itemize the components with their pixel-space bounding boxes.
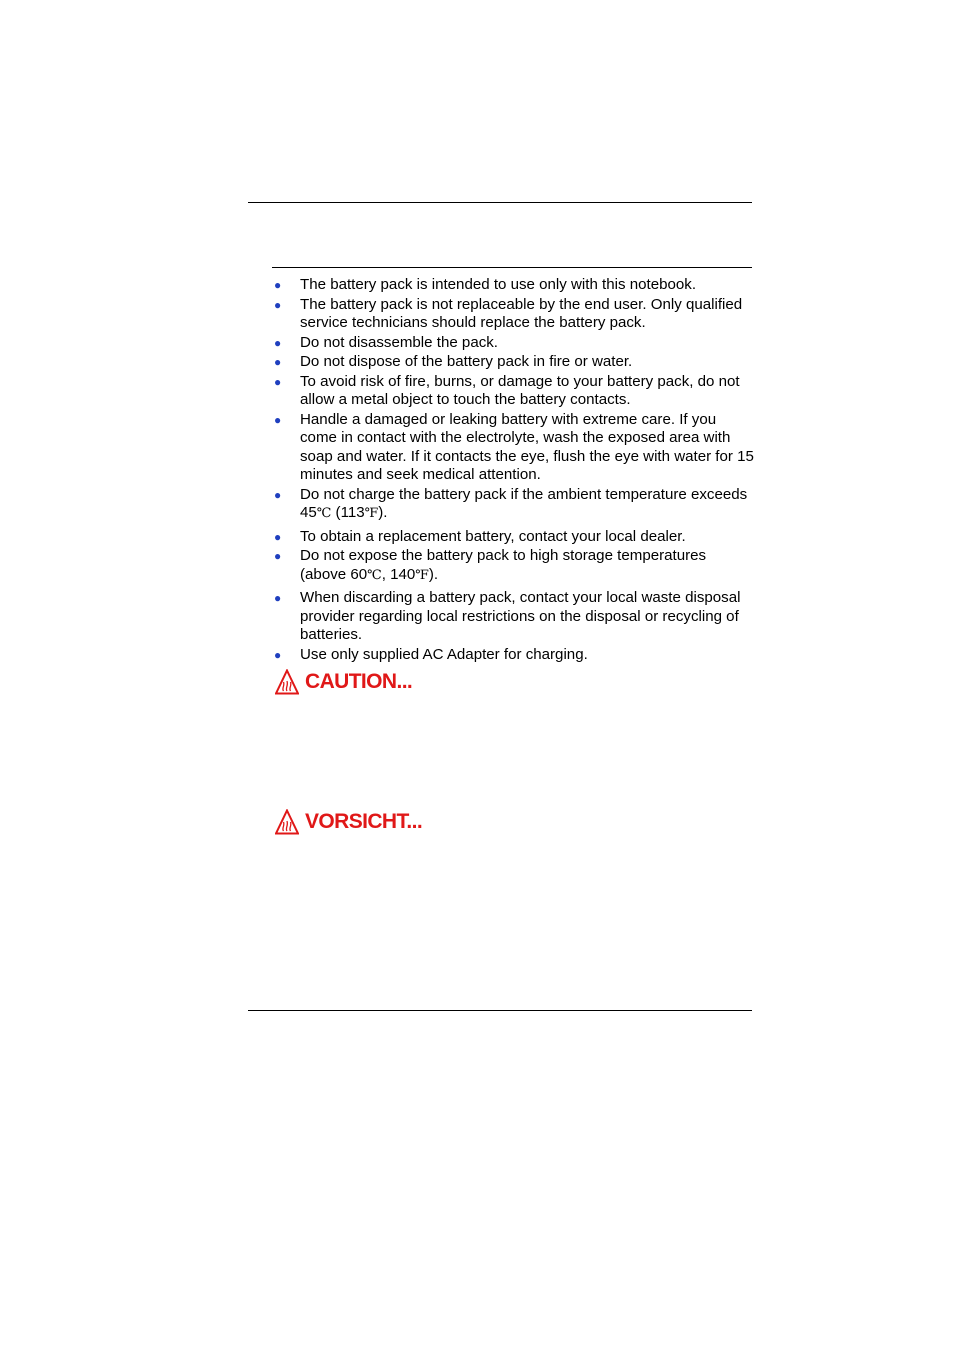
vorsicht-title: VORSICHT... xyxy=(305,810,423,833)
vorsicht-heading xyxy=(275,809,422,835)
list-item: ● Handle a damaged or leaking battery with extreme care. If you come in contact with the electrolyte, wash the exposed area with soap and water. If it contacts the eye, flush the eye with water for 15 minutes and seek medical attention. xyxy=(274,410,754,483)
fahrenheit-symbol: ℉ xyxy=(415,567,429,583)
bullet-icon: ● xyxy=(274,487,282,502)
list-item: ● Use only supplied AC Adapter for charging. xyxy=(274,645,588,663)
hot-surface-warning-icon xyxy=(275,809,299,835)
fahrenheit-symbol: ℉ xyxy=(364,506,379,521)
bullet-icon: ● xyxy=(274,355,282,369)
bullet-icon: ● xyxy=(274,591,282,605)
bullet-icon: ● xyxy=(274,412,282,427)
bullet-icon: ● xyxy=(274,549,282,563)
list-item: ● Do not expose the battery pack to high storage temperatures (above 60℃, 140℉). xyxy=(274,547,707,583)
hot-surface-warning-icon xyxy=(275,669,299,695)
bullet-icon: ● xyxy=(274,297,282,312)
list-item: ● To obtain a replacement battery, contact your local dealer. xyxy=(274,527,686,545)
section-divider xyxy=(272,267,752,268)
list-item: ● Do not dispose of the battery pack in fire or water. xyxy=(274,353,633,370)
caution-heading xyxy=(275,669,412,695)
list-item: ● To avoid risk of fire, burns, or damage to your battery pack, do not allow a metal object to touch the battery contacts. xyxy=(274,372,740,408)
bullet-icon: ● xyxy=(274,374,282,389)
celsius-symbol: ℃ xyxy=(367,567,382,583)
bullet-icon: ● xyxy=(274,529,282,544)
caution-title: CAUTION... xyxy=(305,670,413,693)
celsius-symbol: ℃ xyxy=(316,506,332,521)
list-item: ● The battery pack is intended to use only with this notebook. xyxy=(274,276,697,293)
bullet-icon: ● xyxy=(274,335,282,350)
list-item: ● Do not disassemble the pack. xyxy=(274,333,499,351)
bullet-icon: ● xyxy=(274,647,282,662)
battery-safety-list xyxy=(270,276,754,665)
list-item: ● The battery pack is not replaceable by the end user. Only qualified service technicians should replace the battery pack. xyxy=(274,295,743,331)
bottom-divider xyxy=(248,1010,752,1011)
list-item: ● Do not charge the battery pack if the ambient temperature exceeds 45℃ (113℉). xyxy=(274,485,748,521)
list-item: ● When discarding a battery pack, contact your local waste disposal provider regarding local restrictions on the disposal or recycling of batteries. xyxy=(274,589,741,643)
bullet-icon: ● xyxy=(274,278,282,292)
top-divider xyxy=(248,202,752,203)
